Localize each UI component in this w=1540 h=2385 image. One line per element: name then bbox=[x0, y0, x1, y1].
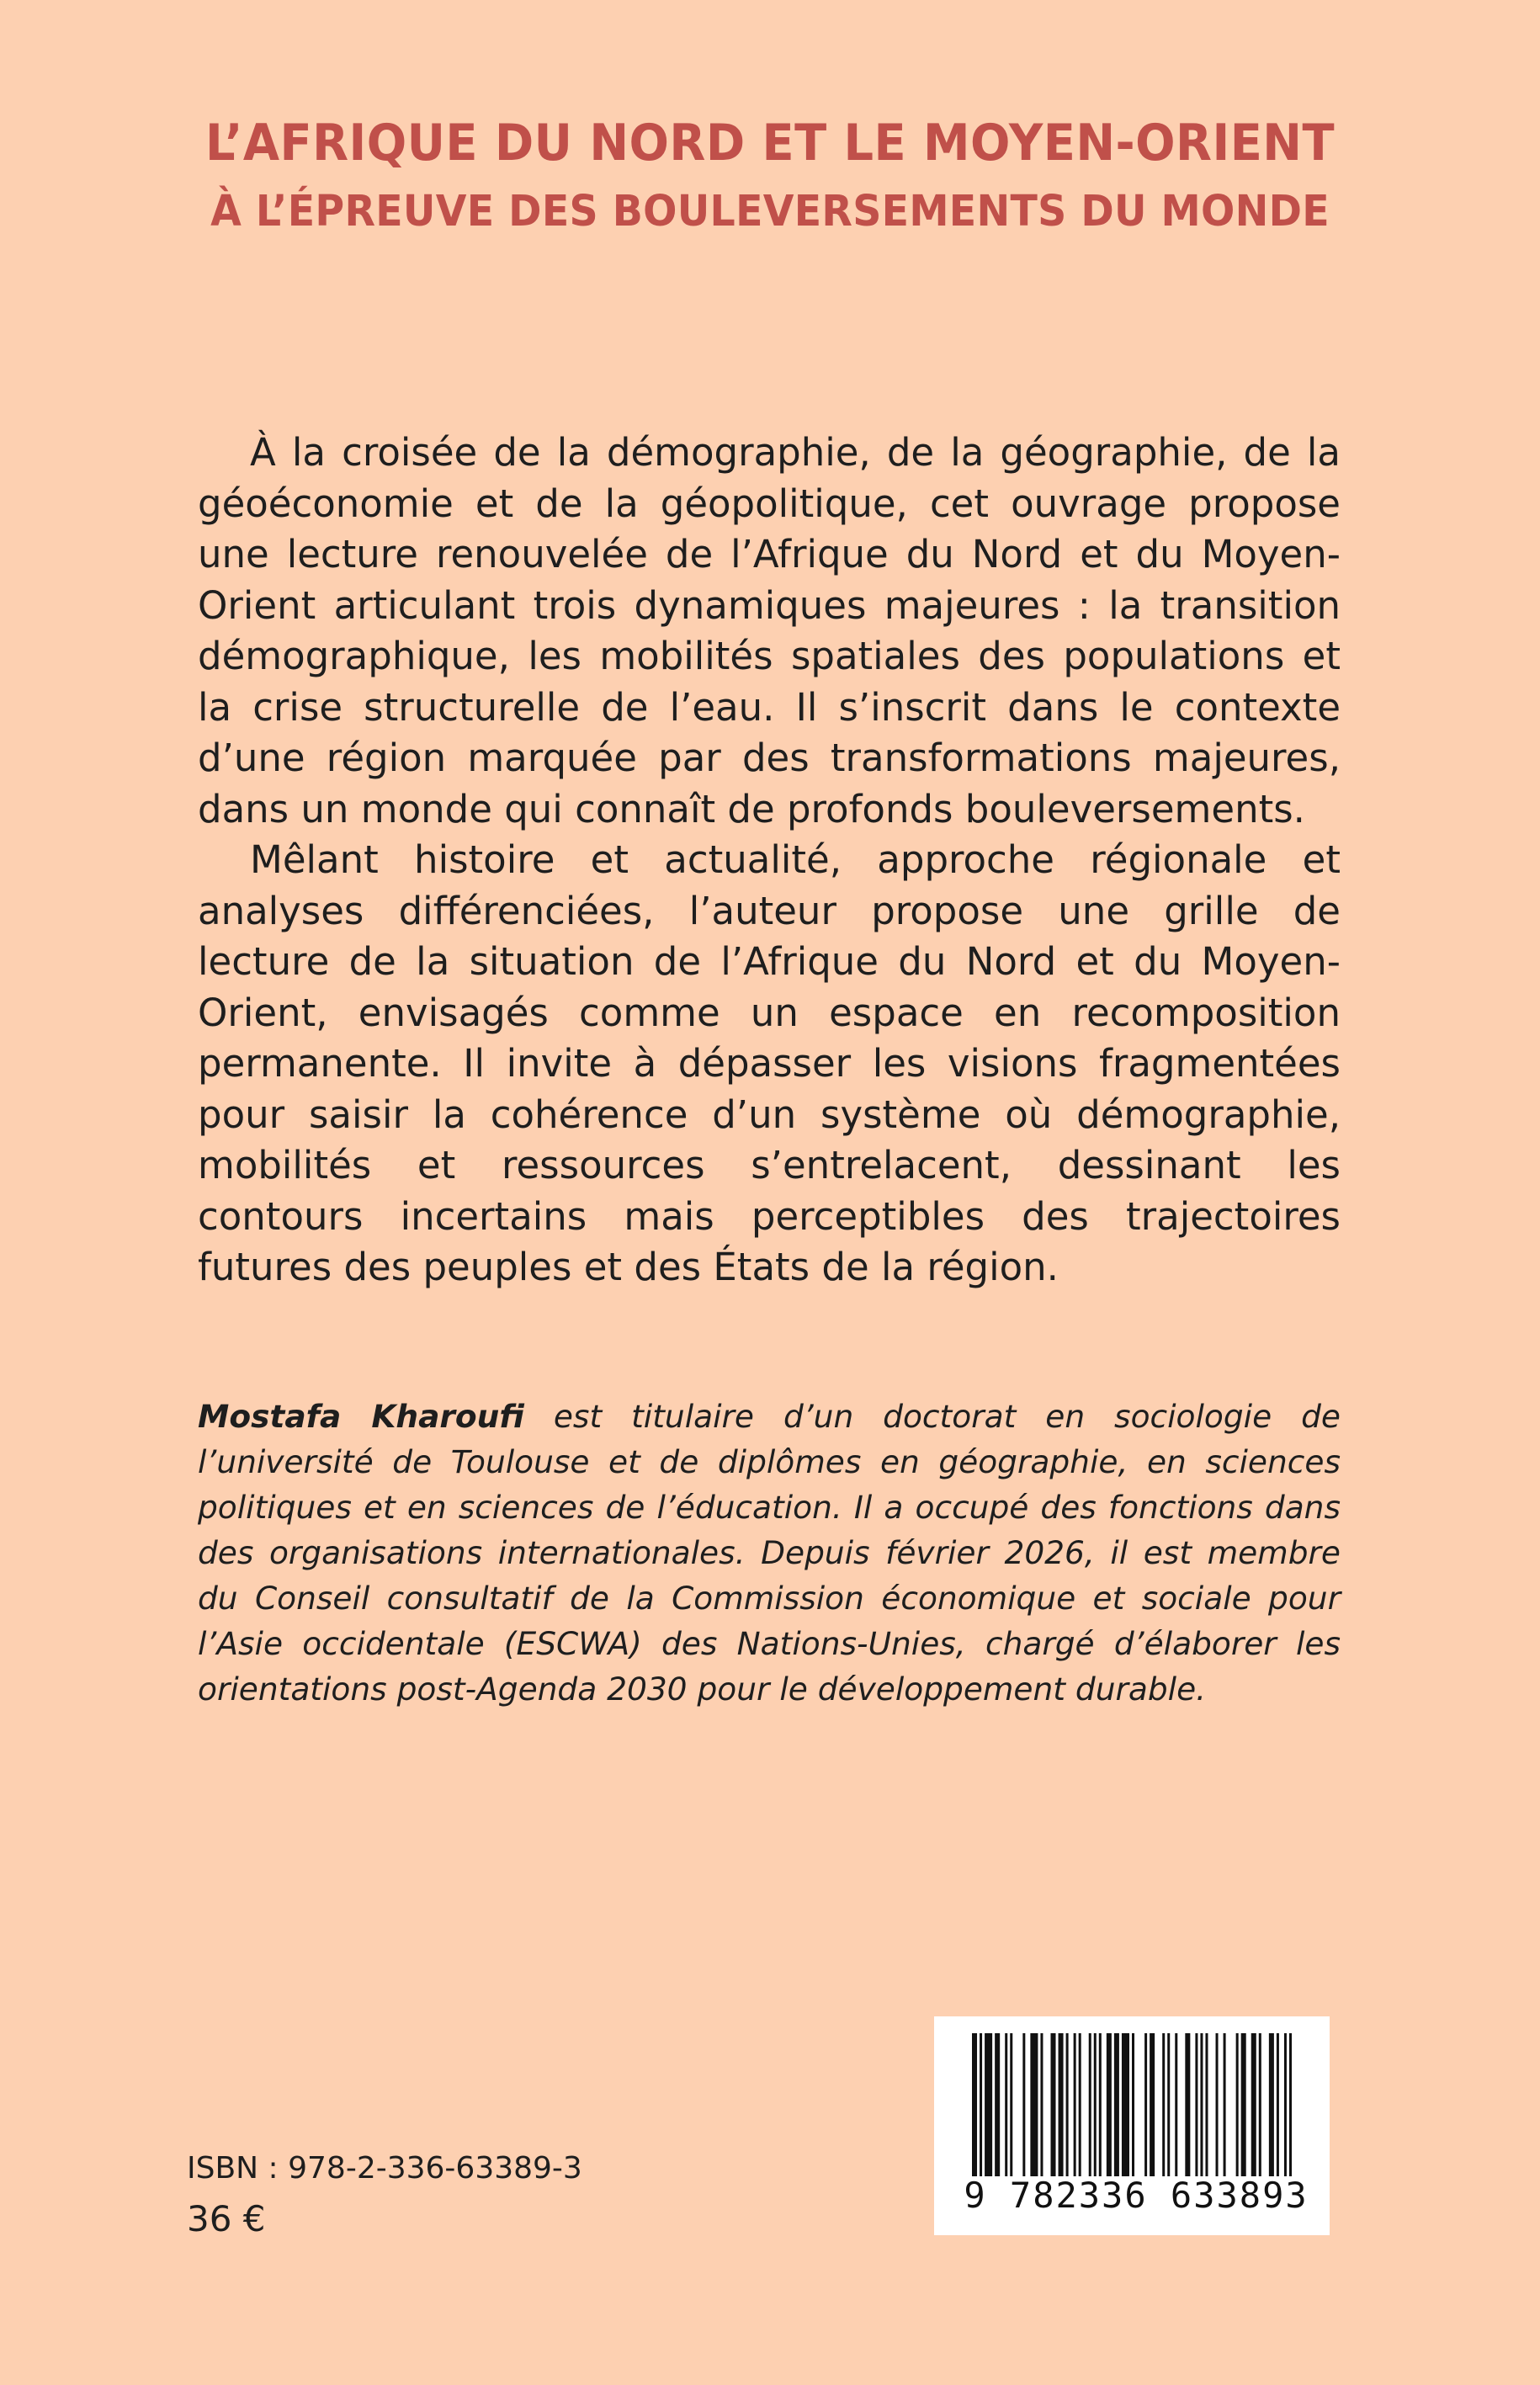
barcode-icon bbox=[972, 2033, 1292, 2176]
barcode-digits: 9 782336 633893 bbox=[964, 2175, 1309, 2216]
author-name: Mostafa Kharoufi bbox=[198, 1398, 524, 1435]
author-bio-text: est titulaire d’un doctorat en sociologie de l’université de Toulouse et de diplômes en géographie, en sciences politiques et en sciences de l’éducation. Il a occupé des fonctions dans des organisations internationales. Depuis février 2026, il est membre du Conseil consultatif de la Commission économique et sociale pour l’Asie occidentale (ESCWA) des Nations-Unies, chargé d’élaborer les orientations post-Agenda 2030 pour le développement durable. bbox=[198, 1398, 1341, 1708]
price-label: 36 € bbox=[187, 2198, 266, 2239]
title-line-1: L’AFRIQUE DU NORD ET LE MOYEN-ORIENT bbox=[205, 114, 1335, 173]
author-bio-paragraph bbox=[198, 1394, 1341, 1712]
title-line-2: À L’ÉPREUVE DES BOULEVERSEMENTS DU MONDE bbox=[210, 187, 1330, 236]
back-cover-blurb bbox=[198, 428, 1341, 1293]
blurb-paragraph-1: À la croisée de la démographie, de la géographie, de la géoéconomie et de la géopolitique, cet ouvrage propose une lecture renouvelée de l’Afrique du Nord et du Moyen-Orient articulant trois dynamiques majeures : la transition démographique, les mobilités spatiales des populations et la crise structurelle de l’eau. Il s’inscrit dans le contexte d’une région marquée par des transformations majeures, dans un monde qui connaît de profonds bouleversements. bbox=[198, 430, 1341, 831]
barcode-panel bbox=[934, 2016, 1330, 2235]
isbn-number: ISBN : 978-2-336-63389-3 bbox=[187, 2151, 582, 2186]
cover-title bbox=[0, 108, 1540, 246]
author-bio bbox=[198, 1394, 1341, 1712]
blurb-paragraph-2: Mêlant histoire et actualité, approche régionale et analyses différenciées, l’auteur propose une grille de lecture de la situation de l’Afrique du Nord et du Moyen-Orient, envisagés comme un espace en recomposition permanente. Il invite à dépasser les visions fragmentées pour saisir la cohérence d’un système où démographie, mobilités et ressources s’entrelacent, dessinant les contours incertains mais perceptibles des trajectoires futures des peuples et des États de la région. bbox=[198, 837, 1341, 1289]
